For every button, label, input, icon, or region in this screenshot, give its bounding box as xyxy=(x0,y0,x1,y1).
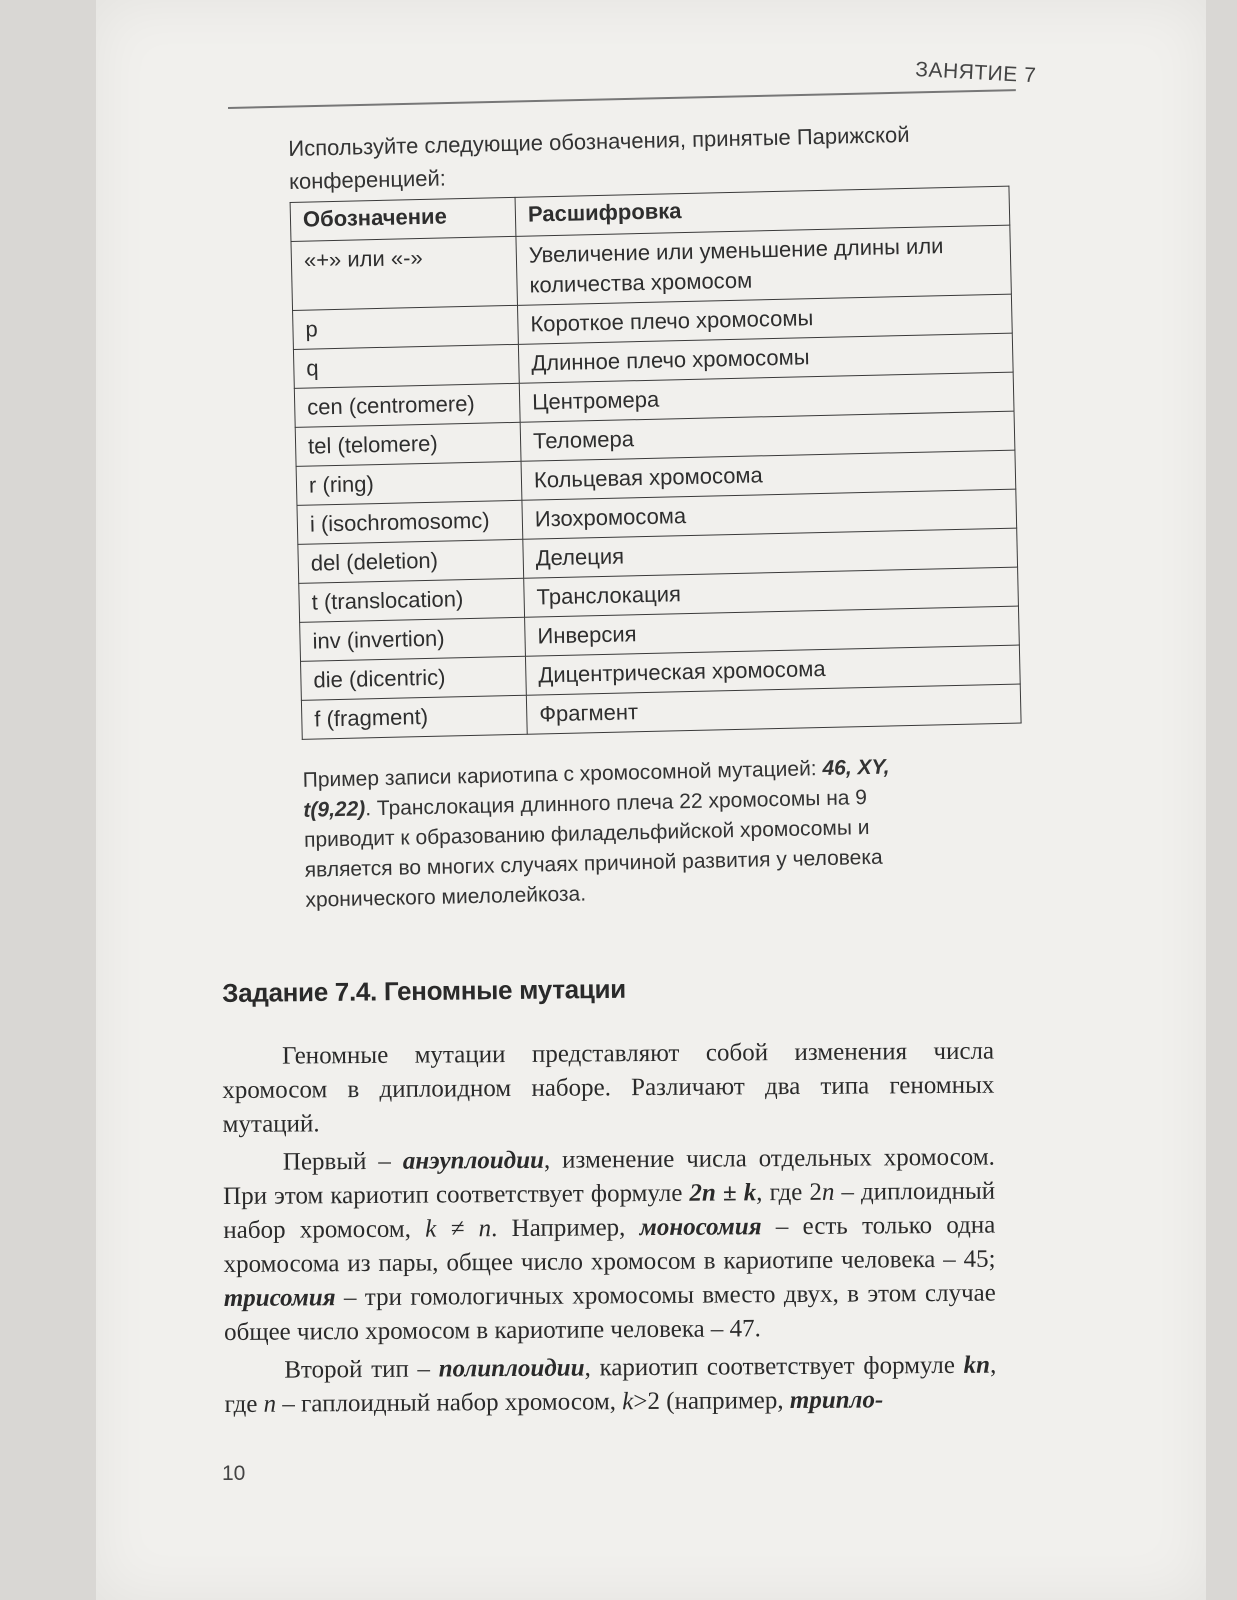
symbol-cell: q xyxy=(293,344,519,388)
var-n: n xyxy=(263,1390,277,1418)
body-text xyxy=(222,1035,997,1426)
notation-section xyxy=(288,115,1036,915)
task-heading: Задание 7.4. Геномные мутации xyxy=(222,973,627,1008)
var-n: n xyxy=(821,1178,835,1206)
karyotype-example xyxy=(302,751,955,916)
term-aneuploidy: анэуплоидии xyxy=(402,1146,545,1175)
example-rest: . Транслокация длинного плеча 22 хромосомы на 9 приводит к образованию филадельфийской хромосомы и является во многих случаях причиной развития у человека хронического миелолейкоза. xyxy=(303,786,883,912)
notation-table xyxy=(290,186,1022,740)
table-intro: Используйте следующие обозначения, принятые Парижской конференцией: xyxy=(288,121,910,194)
text-run: . Например, xyxy=(491,1214,640,1243)
formula-aneuploidy: 2n ± k xyxy=(689,1179,757,1207)
meaning-cell: Увеличение или уменьшение длины или количества хромосом xyxy=(516,225,1011,305)
meaning-cell: Транслокация xyxy=(524,567,1019,617)
symbol-cell: p xyxy=(293,305,519,349)
term-triploidy: трипло- xyxy=(789,1386,884,1415)
formula-polyploidy: kn xyxy=(963,1351,991,1379)
var-k: k xyxy=(622,1388,634,1416)
header-meaning: Расшифровка xyxy=(515,186,1010,236)
meaning-cell: Кольцевая хромосома xyxy=(521,450,1016,500)
text-run: – гаплоидный набор хромосом, xyxy=(276,1388,623,1418)
paragraph-2 xyxy=(223,1141,996,1350)
term-polyploidy: полиплоидии xyxy=(438,1354,585,1383)
paragraph-1: Геномные мутации представляют собой изменения числа хромосом в диплоидном наборе. Различают два типа геномных мутаций. xyxy=(222,1037,995,1138)
meaning-cell: Дицентрическая хромосома xyxy=(525,645,1020,695)
symbol-cell: t (translocation) xyxy=(299,578,525,622)
running-head: ЗАНЯТИЕ 7 xyxy=(914,58,1037,88)
text-run: , где xyxy=(224,1351,997,1418)
meaning-cell: Изохромосома xyxy=(522,489,1017,539)
symbol-cell: del (deletion) xyxy=(298,539,524,583)
meaning-cell: Делеция xyxy=(523,528,1018,578)
page-number: 10 xyxy=(222,1462,246,1485)
text-run: >2 (например, xyxy=(633,1387,790,1416)
text-run: , кариотип соответствует формуле xyxy=(584,1351,964,1382)
text-run: , изменение числа отдельных хромосом. При этом кариотип соответствует формуле xyxy=(222,1143,995,1210)
meaning-cell: Теломера xyxy=(520,411,1015,461)
meaning-cell: Длинное плечо хромосомы xyxy=(518,333,1013,383)
text-run: Первый – xyxy=(282,1147,403,1176)
term-monosomy: моносомия xyxy=(639,1213,762,1242)
symbol-cell: f (fragment) xyxy=(301,695,527,739)
text-run: – диплоидный набор хромосом, xyxy=(223,1177,996,1244)
header-symbol: Обозначение xyxy=(290,197,516,241)
meaning-cell: Центромера xyxy=(519,372,1014,422)
example-formula: 46, XY, t(9,22) xyxy=(303,755,890,822)
symbol-cell: cen (centromere) xyxy=(294,383,520,427)
symbol-cell: die (dicentric) xyxy=(301,656,527,700)
text-run: – есть только одна хромосома из пары, общее число хромосом в кариотипе человека – 45; xyxy=(223,1211,996,1278)
example-lead: Пример записи кариотипа с хромосомной мутацией: xyxy=(302,757,823,792)
symbol-cell: i (isochromosomc) xyxy=(297,500,523,544)
symbol-cell: «+» или «-» xyxy=(291,236,518,310)
symbol-cell: r (ring) xyxy=(296,461,522,505)
symbol-cell: inv (invertion) xyxy=(300,617,526,661)
text-run: Второй тип – xyxy=(284,1355,439,1384)
meaning-cell: Инверсия xyxy=(525,606,1020,656)
symbol-cell: tel (telomere) xyxy=(295,422,521,466)
text-run: – три гомологичных хромосомы вместо двух, в этом случае общее число хромосом в кариотипе человека – 47. xyxy=(223,1279,996,1346)
text-run: , где 2 xyxy=(756,1178,822,1207)
meaning-cell: Короткое плечо хромосомы xyxy=(517,294,1012,344)
paragraph-3 xyxy=(224,1349,996,1422)
condition-k-n: k ≠ n xyxy=(425,1215,492,1243)
term-trisomy: трисомия xyxy=(223,1284,336,1312)
meaning-cell: Фрагмент xyxy=(526,684,1021,734)
